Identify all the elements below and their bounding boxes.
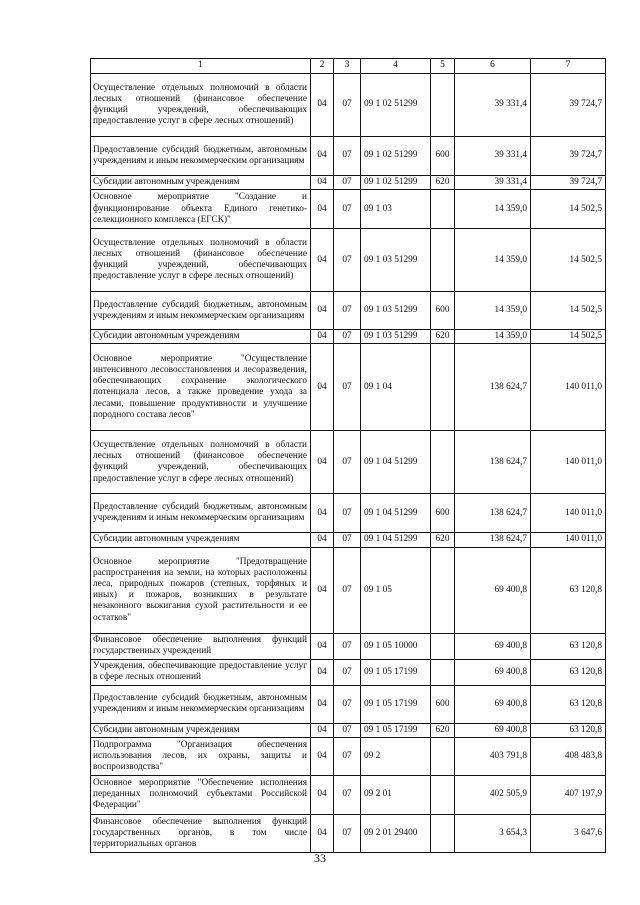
expense-type-cell: 620 [431,176,455,190]
amount-col6-cell: 69 400,8 [455,633,531,659]
target-article-cell: 09 1 05 17199 [361,723,431,737]
amount-col7-cell: 63 120,8 [531,659,606,685]
amount-col6-cell: 14 359,0 [455,330,531,344]
subsection-code-cell: 07 [334,737,361,775]
amount-col6-cell: 14 359,0 [455,229,531,292]
budget-table-page [90,58,605,853]
subsection-code-cell: 07 [334,137,361,176]
expense-type-cell [431,229,455,292]
amount-col7-cell: 407 197,9 [531,775,606,814]
target-article-cell: 09 1 02 51299 [361,176,431,190]
table-row [91,775,606,814]
table-row [91,659,606,685]
expense-type-cell [431,190,455,229]
expense-type-cell: 600 [431,685,455,723]
page-number: 33 [314,851,326,865]
table-row [91,431,606,494]
subsection-code-cell: 07 [334,723,361,737]
amount-col7-cell: 3 647,6 [531,814,606,852]
amount-col6-cell: 69 400,8 [455,723,531,737]
target-article-cell: 09 1 04 51299 [361,494,431,533]
header-cell: 6 [455,59,531,74]
amount-col6-cell: 69 400,8 [455,685,531,723]
section-code-cell: 04 [311,431,334,494]
target-article-cell: 09 1 04 51299 [361,431,431,494]
amount-col6-cell: 138 624,7 [455,533,531,547]
section-code-cell: 04 [311,723,334,737]
subsection-code-cell: 07 [334,330,361,344]
row-name-cell: Финансовое обеспечение выполнения функций государственных органов, в том числе территориальных органов [91,814,311,852]
section-code-cell: 04 [311,685,334,723]
table-row [91,330,606,344]
amount-col6-cell: 138 624,7 [455,431,531,494]
row-name-cell: Субсидии автономным учреждениям [91,176,311,190]
amount-col6-cell: 138 624,7 [455,344,531,431]
subsection-code-cell: 07 [334,547,361,633]
row-name-cell: Предоставление субсидий бюджетным, автономным учреждениям и иным некоммерческим организациям [91,292,311,330]
subsection-code-cell: 07 [334,190,361,229]
subsection-code-cell: 07 [334,74,361,137]
subsection-code-cell: 07 [334,229,361,292]
section-code-cell: 04 [311,494,334,533]
subsection-code-cell: 07 [334,344,361,431]
section-code-cell: 04 [311,633,334,659]
subsection-code-cell: 07 [334,814,361,852]
expense-type-cell [431,547,455,633]
section-code-cell: 04 [311,137,334,176]
amount-col6-cell: 39 331,4 [455,74,531,137]
table-row [91,737,606,775]
section-code-cell: 04 [311,737,334,775]
amount-col7-cell: 140 011,0 [531,494,606,533]
target-article-cell: 09 1 05 17199 [361,659,431,685]
row-name-cell: Основное мероприятие "Осуществление интенсивного лесовосстановления и лесоразведения, обеспечивающих сохранение экологического потенциала лесов, а также проведение ухода за лесами, повышение продуктивности и улучшение породного состава лесов" [91,344,311,431]
target-article-cell: 09 1 05 [361,547,431,633]
target-article-cell: 09 2 01 29400 [361,814,431,852]
row-name-cell: Учреждения, обеспечивающие предоставление услуг в сфере лесных отношений [91,659,311,685]
section-code-cell: 04 [311,74,334,137]
expense-type-cell [431,737,455,775]
amount-col7-cell: 140 011,0 [531,431,606,494]
amount-col6-cell: 69 400,8 [455,659,531,685]
amount-col7-cell: 140 011,0 [531,533,606,547]
target-article-cell: 09 1 02 51299 [361,137,431,176]
row-name-cell: Финансовое обеспечение выполнения функций государственных учреждений [91,633,311,659]
section-code-cell: 04 [311,775,334,814]
target-article-cell: 09 1 03 51299 [361,330,431,344]
expense-type-cell: 620 [431,533,455,547]
expense-type-cell [431,814,455,852]
target-article-cell: 09 1 04 [361,344,431,431]
table-row [91,547,606,633]
subsection-code-cell: 07 [334,431,361,494]
subsection-code-cell: 07 [334,659,361,685]
section-code-cell: 04 [311,190,334,229]
row-name-cell: Основное мероприятие "Обеспечение исполнения переданных полномочий субъектами Российской Федерации" [91,775,311,814]
amount-col7-cell: 63 120,8 [531,633,606,659]
section-code-cell: 04 [311,814,334,852]
amount-col6-cell: 14 359,0 [455,190,531,229]
amount-col6-cell: 402 505,9 [455,775,531,814]
table-row [91,685,606,723]
row-name-cell: Субсидии автономным учреждениям [91,723,311,737]
table-row [91,344,606,431]
amount-col6-cell: 39 331,4 [455,137,531,176]
target-article-cell: 09 2 [361,737,431,775]
subsection-code-cell: 07 [334,494,361,533]
section-code-cell: 04 [311,229,334,292]
table-row [91,494,606,533]
amount-col7-cell: 63 120,8 [531,723,606,737]
expense-type-cell: 600 [431,292,455,330]
amount-col7-cell: 14 502,5 [531,292,606,330]
amount-col7-cell: 39 724,7 [531,74,606,137]
expense-type-cell [431,74,455,137]
section-code-cell: 04 [311,547,334,633]
row-name-cell: Подпрограмма "Организация обеспечения использования лесов, их охраны, защиты и воспроизводства" [91,737,311,775]
amount-col7-cell: 63 120,8 [531,685,606,723]
amount-col7-cell: 14 502,5 [531,330,606,344]
table-row [91,814,606,852]
row-name-cell: Осуществление отдельных полномочий в области лесных отношений (финансовое обеспечение функций учреждений, обеспечивающих предоставление услуг в сфере лесных отношений) [91,229,311,292]
amount-col7-cell: 14 502,5 [531,229,606,292]
amount-col6-cell: 69 400,8 [455,547,531,633]
header-cell: 3 [334,59,361,74]
section-code-cell: 04 [311,344,334,431]
subsection-code-cell: 07 [334,633,361,659]
amount-col7-cell: 408 483,8 [531,737,606,775]
amount-col7-cell: 39 724,7 [531,137,606,176]
target-article-cell: 09 1 05 17199 [361,685,431,723]
table-row [91,229,606,292]
header-cell: 4 [361,59,431,74]
table-row [91,176,606,190]
row-name-cell: Осуществление отдельных полномочий в области лесных отношений (финансовое обеспечение функций учреждений, обеспечивающих предоставление услуг в сфере лесных отношений) [91,74,311,137]
subsection-code-cell: 07 [334,533,361,547]
expense-type-cell: 620 [431,330,455,344]
expense-type-cell [431,431,455,494]
subsection-code-cell: 07 [334,292,361,330]
amount-col6-cell: 14 359,0 [455,292,531,330]
row-name-cell: Основное мероприятие "Создание и функционирование объекта Единого генетико-селекционного комплекса (ЕГСК)" [91,190,311,229]
target-article-cell: 09 2 01 [361,775,431,814]
table-row [91,723,606,737]
subsection-code-cell: 07 [334,775,361,814]
amount-col7-cell: 63 120,8 [531,547,606,633]
target-article-cell: 09 1 02 51299 [361,74,431,137]
target-article-cell: 09 1 05 10000 [361,633,431,659]
expense-type-cell: 620 [431,723,455,737]
amount-col7-cell: 39 724,7 [531,176,606,190]
expense-type-cell [431,775,455,814]
row-name-cell: Предоставление субсидий бюджетным, автономным учреждениям и иным некоммерческим организациям [91,494,311,533]
table-row [91,533,606,547]
table-row [91,190,606,229]
expense-type-cell [431,344,455,431]
row-name-cell: Субсидии автономным учреждениям [91,330,311,344]
table-body [91,74,606,853]
table-row [91,74,606,137]
expense-type-cell: 600 [431,494,455,533]
target-article-cell: 09 1 03 51299 [361,229,431,292]
target-article-cell: 09 1 03 [361,190,431,229]
header-cell: 2 [311,59,334,74]
budget-table [90,58,606,853]
row-name-cell: Предоставление субсидий бюджетным, автономным учреждениям и иным некоммерческим организациям [91,685,311,723]
section-code-cell: 04 [311,330,334,344]
target-article-cell: 09 1 03 51299 [361,292,431,330]
section-code-cell: 04 [311,292,334,330]
header-cell: 1 [91,59,311,74]
amount-col6-cell: 39 331,4 [455,176,531,190]
row-name-cell: Предоставление субсидий бюджетным, автономным учреждениям и иным некоммерческим организациям [91,137,311,176]
expense-type-cell [431,633,455,659]
row-name-cell: Осуществление отдельных полномочий в области лесных отношений (финансовое обеспечение функций учреждений, обеспечивающих предоставление услуг в сфере лесных отношений) [91,431,311,494]
subsection-code-cell: 07 [334,685,361,723]
header-cell: 5 [431,59,455,74]
expense-type-cell [431,659,455,685]
amount-col7-cell: 14 502,5 [531,190,606,229]
row-name-cell: Основное мероприятие "Предотвращение распространения на земли, на которых расположены леса, природных пожаров (степных, торфяных и иных) и пожаров, возникших в результате незаконного выжигания сухой растительности и ее остатков" [91,547,311,633]
target-article-cell: 09 1 04 51299 [361,533,431,547]
amount-col6-cell: 138 624,7 [455,494,531,533]
section-code-cell: 04 [311,659,334,685]
table-row [91,137,606,176]
table-row [91,633,606,659]
table-header-row [91,59,606,74]
amount-col7-cell: 140 011,0 [531,344,606,431]
section-code-cell: 04 [311,176,334,190]
expense-type-cell: 600 [431,137,455,176]
table-row [91,292,606,330]
amount-col6-cell: 403 791,8 [455,737,531,775]
amount-col6-cell: 3 654,3 [455,814,531,852]
subsection-code-cell: 07 [334,176,361,190]
section-code-cell: 04 [311,533,334,547]
row-name-cell: Субсидии автономным учреждениям [91,533,311,547]
header-cell: 7 [531,59,606,74]
